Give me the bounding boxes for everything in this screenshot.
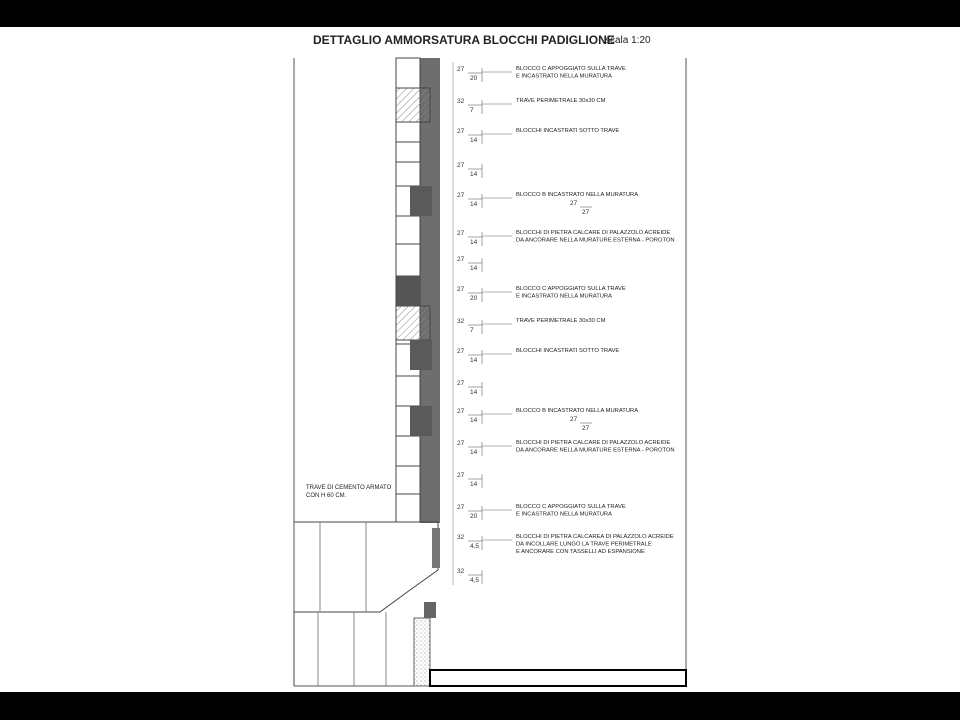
- dimension-label: 14: [470, 239, 478, 246]
- dimension-label: 27: [570, 416, 578, 423]
- annotation: [457, 286, 626, 302]
- thin-stone-strip: [432, 528, 440, 568]
- annotation: [457, 162, 482, 178]
- dimension-label: 27: [457, 66, 465, 73]
- annotation-note: TRAVE PERIMETRALE 30x30 CM: [516, 98, 606, 104]
- dimension-label: 27: [457, 256, 465, 263]
- stone-block: [396, 244, 420, 276]
- dimension-label: 14: [470, 417, 478, 424]
- annotation: [457, 98, 606, 114]
- annotation-note: DA ANCORARE NELLA MURATURE ESTERNA - POROTON: [516, 447, 675, 454]
- dimension-label: 27: [457, 504, 465, 511]
- stone-block: [396, 436, 420, 466]
- annotation: [457, 256, 482, 272]
- annotation-note: E INCASTRATO NELLA MURATURA: [516, 293, 612, 300]
- dimension-label: 14: [470, 265, 478, 272]
- annotation: [457, 408, 638, 432]
- annotation-note: TRAVE PERIMETRALE 30x30 CM: [516, 318, 606, 324]
- annotation: [457, 440, 675, 456]
- annotation-note: BLOCCO B INCASTRATO NELLA MURATURA: [516, 192, 639, 198]
- stone-block: [396, 58, 420, 88]
- annotation: [457, 230, 675, 246]
- dimension-label: 20: [470, 513, 478, 520]
- annotation-note: BLOCCHI DI PIETRA CALCARE DI PALAZZOLO ACREIDE: [516, 230, 671, 236]
- annotation-note: E INCASTRATO NELLA MURATURA: [516, 511, 612, 518]
- annotation: [457, 66, 626, 82]
- dimension-label: 32: [457, 318, 465, 325]
- dimension-label: 4,5: [470, 577, 480, 584]
- annotation-note: BLOCCO C APPOGGIATO SULLA TRAVE: [516, 66, 626, 72]
- annotations-group: [453, 62, 675, 585]
- stone-block: [396, 376, 420, 406]
- annotation: [457, 348, 619, 364]
- annotation-note: BLOCCHI INCASTRATI SOTTO TRAVE: [516, 128, 620, 134]
- annotation: [457, 318, 606, 334]
- block-b-protrusion: [410, 186, 432, 216]
- dimension-label: 27: [457, 128, 465, 135]
- perimeter-beam-hatch: [396, 306, 430, 340]
- annotation-note: E INCASTRATO NELLA MURATURA: [516, 73, 612, 80]
- beam-note-line: TRAVE DI CEMENTO ARMATO: [306, 485, 392, 491]
- dimension-label: 27: [582, 209, 590, 216]
- annotation-note: DA ANCORARE NELLA MURATURE ESTERNA - POROTON: [516, 237, 675, 244]
- small-block: [424, 602, 436, 618]
- dimension-label: 27: [457, 192, 465, 199]
- dimension-label: 14: [470, 389, 478, 396]
- wall-section: [294, 58, 686, 686]
- dimension-label: 20: [470, 295, 478, 302]
- stone-block: [396, 216, 420, 244]
- dimension-label: 20: [470, 75, 478, 82]
- annotation-note: BLOCCO B INCASTRATO NELLA MURATURA: [516, 408, 639, 414]
- dimension-label: 14: [470, 171, 478, 178]
- stone-block: [396, 142, 420, 162]
- annotation: [457, 380, 482, 396]
- dimension-label: 27: [457, 348, 465, 355]
- dimension-label: 27: [582, 425, 590, 432]
- drawing-scale: scala 1:20: [605, 35, 651, 46]
- dimension-label: 27: [457, 230, 465, 237]
- insulation-fill: [414, 618, 430, 686]
- annotation: [457, 472, 482, 488]
- annotation: [457, 504, 626, 520]
- annotation: [457, 128, 619, 144]
- stone-block: [396, 466, 420, 494]
- dimension-label: 4,5: [470, 543, 480, 550]
- annotation-note: BLOCCHI INCASTRATI SOTTO TRAVE: [516, 348, 620, 354]
- beam-note-line: CON H 60 CM.: [306, 493, 347, 499]
- block-protrusion: [410, 340, 432, 370]
- dimension-label: 27: [570, 200, 578, 207]
- perimeter-beam-hatch: [396, 88, 430, 122]
- dimension-label: 32: [457, 568, 465, 575]
- wall-strip: [420, 58, 440, 523]
- dimension-label: 14: [470, 449, 478, 456]
- dimension-label: 14: [470, 137, 478, 144]
- dimension-label: 27: [457, 472, 465, 479]
- dimension-label: 14: [470, 481, 478, 488]
- annotation: [457, 534, 674, 555]
- dimension-label: 27: [457, 286, 465, 293]
- drawing-title: DETTAGLIO AMMORSATURA BLOCCHI PADIGLIONE: [313, 33, 615, 47]
- annotation-note: BLOCCO C APPOGGIATO SULLA TRAVE: [516, 504, 626, 510]
- dimension-label: 14: [470, 201, 478, 208]
- stone-block: [396, 494, 420, 522]
- dimension-label: 27: [457, 380, 465, 387]
- annotation-note: BLOCCHI DI PIETRA CALCARE DI PALAZZOLO ACREIDE: [516, 440, 671, 446]
- dimension-label: 32: [457, 534, 465, 541]
- dimension-label: 14: [470, 357, 478, 364]
- dimension-label: 27: [457, 162, 465, 169]
- stone-block: [396, 162, 420, 186]
- annotation-note: BLOCCO C APPOGGIATO SULLA TRAVE: [516, 286, 626, 292]
- annotation: [457, 568, 482, 584]
- annotation: [457, 192, 638, 216]
- annotation-note: DA INCOLLARE LUNGO LA TRAVE PERIMETRALE: [516, 541, 652, 548]
- dimension-label: 32: [457, 98, 465, 105]
- beam-note: [306, 485, 392, 499]
- block-c-dark: [396, 276, 420, 306]
- annotation-note: E ANCORARE CON TASSELLI AD ESPANSIONE: [516, 549, 645, 555]
- dimension-label: 27: [457, 408, 465, 415]
- annotation-note: BLOCCHI DI PIETRA CALCAREA DI PALAZZOLO ACREIDE: [516, 534, 674, 540]
- dimension-label: 27: [457, 440, 465, 447]
- dimension-label: 7: [470, 107, 474, 114]
- block-b-protrusion: [410, 406, 432, 436]
- floor-slab: [430, 670, 686, 686]
- stone-block: [396, 122, 420, 142]
- dimension-label: 7: [470, 327, 474, 334]
